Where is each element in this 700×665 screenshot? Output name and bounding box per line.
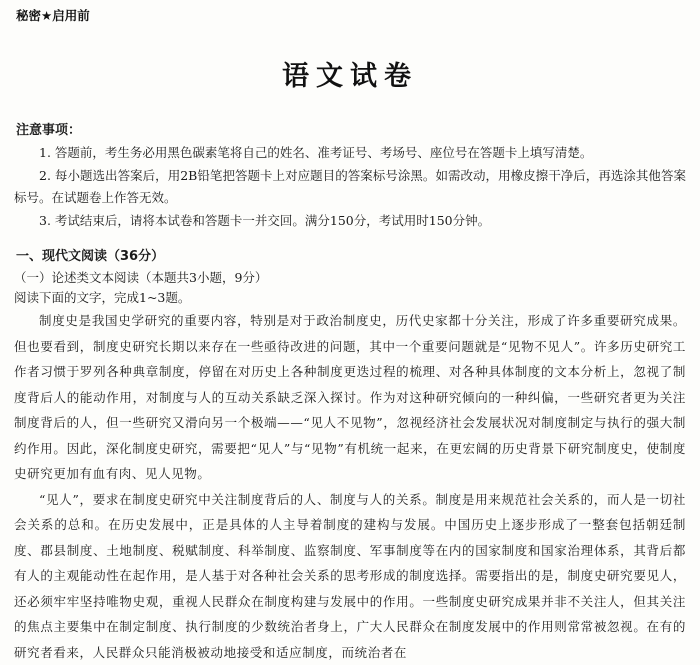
- section-heading: 一、现代文阅读（36分）: [16, 246, 686, 268]
- secret-mark: 秘密★启用前: [16, 6, 686, 24]
- notice-item: 1. 答题前，考生务必用黑色碳素笔将自己的姓名、准考证号、考场号、座位号在答题卡上填写清楚。: [14, 142, 686, 165]
- section-modern-reading: [14, 246, 686, 665]
- notice-item: 2. 每小题选出答案后，用2B铅笔把答题卡上对应题目的答案标号涂黑。如需改动，用橡皮擦干净后，再选涂其他答案标号。在试题卷上作答无效。: [14, 165, 686, 210]
- passage-paragraph: 制度史是我国史学研究的重要内容，特别是对于政治制度史，历代史家都十分关注，形成了许多重要研究成果。但也要看到，制度史研究长期以来存在一些亟待改进的问题，其中一个重要问题就是“见物不见人”。许多历史研究工作者习惯于罗列各种典章制度，停留在对历史上各种制度更迭过程的梳理、对各种具体制度的文本分析上，忽视了制度背后人的能动作用，对制度与人的互动关系缺乏深入探讨。作为对这种研究倾向的一种纠偏，一些研究者更为关注制度背后的人，但一些研究又滑向另一个极端——“见人不见物”，忽视经济社会发展状况对制度制定与执行的强大制约作用。因此，深化制度史研究，需要把“见人”与“见物”有机统一起来，在更宏阔的历史背景下研究制度史，使制度史研究更加有血有肉、见人见物。: [14, 308, 686, 487]
- subsection-heading: （一）论述类文本阅读（本题共3小题，9分）: [14, 268, 686, 288]
- notice-item: 3. 考试结束后，请将本试卷和答题卡一并交回。满分150分，考试用时150分钟。: [14, 210, 686, 233]
- notice-block: [14, 119, 686, 232]
- page-title: 语文试卷: [14, 54, 686, 93]
- notice-heading: 注意事项：: [16, 119, 686, 138]
- passage: [14, 308, 686, 665]
- passage-paragraph: “见人”，要求在制度史研究中关注制度背后的人、制度与人的关系。制度是用来规范社会关系的，而人是一切社会关系的总和。在历史发展中，正是具体的人主导着制度的建构与发展。中国历史上逐步形成了一整套包括朝廷制度、郡县制度、土地制度、税赋制度、科举制度、监察制度、军事制度等在内的国家制度和国家治理体系，其背后都有人的主观能动性在起作用，是人基于对各种社会关系的思考形成的制度选择。需要指出的是，制度史研究要见人，还必须牢牢坚持唯物史观，重视人民群众在制度构建与发展中的作用。一些制度史研究成果并非不关注人，但其关注的焦点主要集中在制定制度、执行制度的少数统治者身上，广大人民群众在制度发展中的作用则常常被忽视。在有的研究者看来，人民群众只能消极被动地接受和适应制度，而统治者在: [14, 487, 686, 665]
- reading-instruction: 阅读下面的文字，完成1~3题。: [14, 288, 686, 308]
